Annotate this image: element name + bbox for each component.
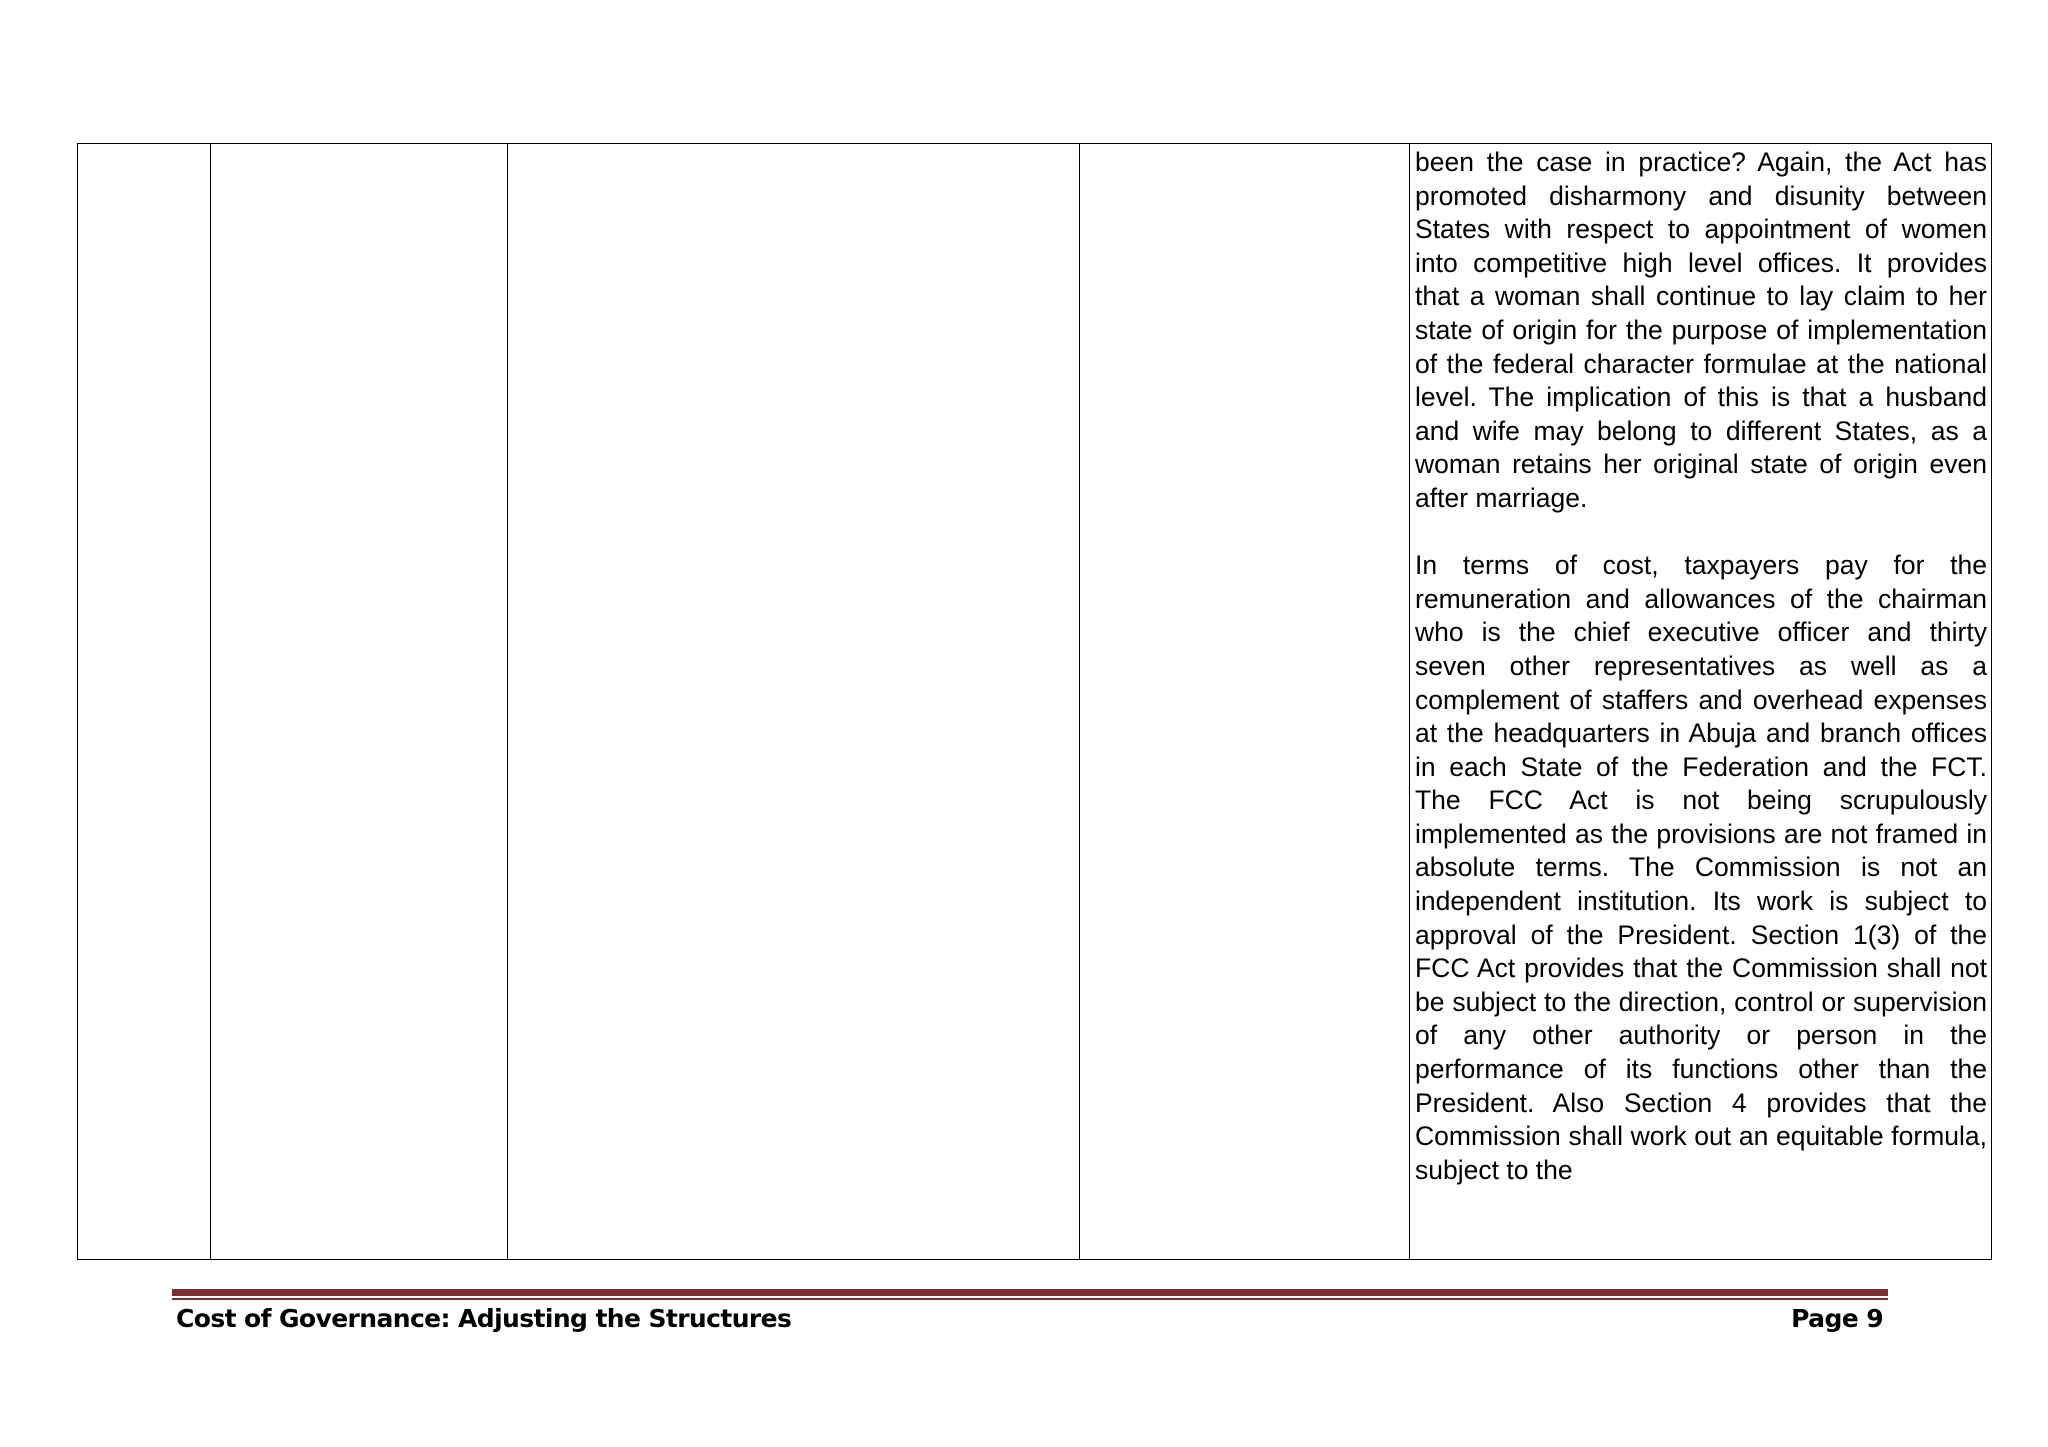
table-cell-column-2 [211, 144, 508, 1259]
paragraph-fcc-cost: In terms of cost, taxpayers pay for the remuneration and allowances of the chairman who is the chief executive officer and thirty seven other representatives as well as a complement of staffers and overhead expenses at the headquarters in Abuja and branch offices in each State of the Federation and the FCT. The FCC Act is not being scrupulously implemented as the provisions are not framed in absolute terms. The Commission is not an independent institution. Its work is subject to approval of the President. Section 1(3) of the FCC Act provides that the Commission shall not be subject to the direction, control or supervision of any other authority or person in the performance of its functions other than the President. Also Section 4 provides that the Commission shall work out an equitable formula, subject to the [1415, 550, 1987, 1185]
table-cell-column-5 [1410, 144, 1991, 1259]
table-cell-column-4 [1080, 144, 1410, 1259]
page-number: Page 9 [1791, 1304, 1883, 1333]
footer-divider-thin [172, 1298, 1888, 1300]
paragraph-fcc-disharmony: been the case in practice? Again, the Act has promoted disharmony and disunity between States with respect to appointment of women into competitive high level offices. It provides that a woman shall continue to lay claim to her state of origin for the purpose of implementation of the federal character formulae at the national level. The implication of this is that a husband and wife may belong to different States, as a woman retains her original state of origin even after marriage. [1415, 147, 1987, 513]
footer-divider [172, 1289, 1888, 1301]
document-table [77, 143, 1992, 1260]
table-cell-column-1 [78, 144, 211, 1259]
table-cell-column-3 [508, 144, 1080, 1259]
footer-divider-thick [172, 1289, 1888, 1296]
footer-title: Cost of Governance: Adjusting the Structures [176, 1304, 792, 1333]
